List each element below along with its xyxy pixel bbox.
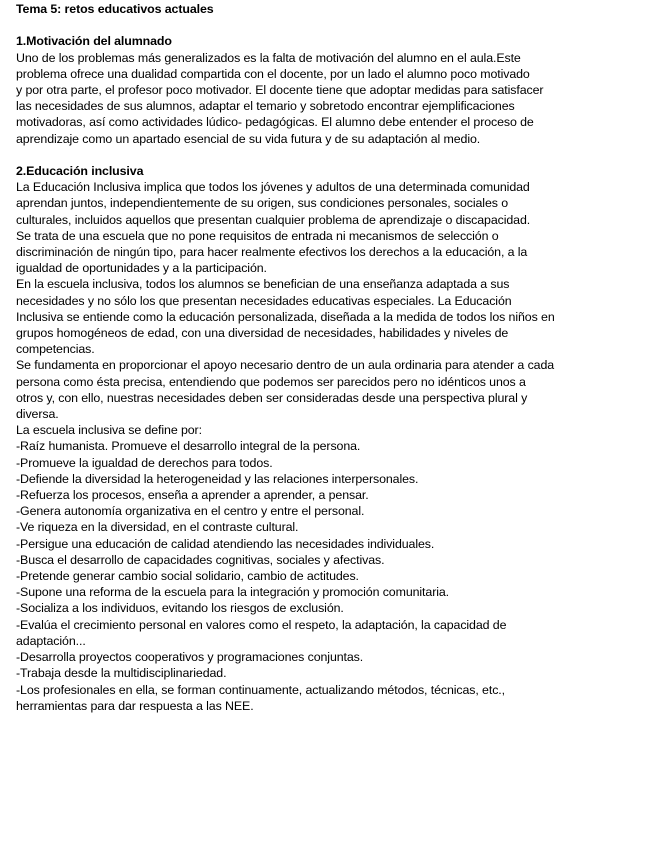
text-line: -Refuerza los procesos, enseña a aprender a aprender, a pensar.: [16, 488, 369, 503]
text-line: -Persigue una educación de calidad atendiendo las necesidades individuales.: [16, 536, 435, 551]
text-line: -Evalúa el crecimiento personal en valores como el respeto, la adaptación, la capacidad de: [16, 617, 507, 632]
text-line: culturales, incluidos aquellos que presentan cualquier problema de aprendizaje o discapacidad.: [16, 212, 531, 227]
text-line: igualdad de oportunidades y a la participación.: [16, 261, 267, 276]
text-line: Uno de los problemas más generalizados es la falta de motivación del alumno en el aula.Este: [16, 50, 521, 65]
text-line: La Educación Inclusiva implica que todos los jóvenes y adultos de una determinada comunidad: [16, 180, 530, 195]
text-line: -Ve riqueza en la diversidad, en el contraste cultural.: [16, 520, 299, 535]
text-line: -Los profesionales en ella, se forman continuamente, actualizando métodos, técnicas, etc.,: [16, 682, 505, 697]
text-line: -Supone una reforma de la escuela para la integración y promoción comunitaria.: [16, 585, 450, 600]
text-line: aprendan juntos, independientemente de su origen, sus condiciones personales, sociales o: [16, 196, 508, 211]
text-line: -Socializa a los individuos, evitando los riesgos de exclusión.: [16, 601, 344, 616]
text-line: otros y, con ello, nuestras necesidades deben ser consideradas desde una perspectiva plural y: [16, 390, 528, 405]
text-line: herramientas para dar respuesta a las NEE.: [16, 698, 254, 713]
section-heading: 2.Educación inclusiva: [16, 164, 144, 178]
text-line: competencias.: [16, 342, 95, 357]
text-line: -Raíz humanista. Promueve el desarrollo integral de la persona.: [16, 439, 361, 454]
text-line: -Promueve la igualdad de derechos para todos.: [16, 455, 273, 470]
text-line: -Defiende la diversidad la heterogeneidad y las relaciones interpersonales.: [16, 471, 419, 486]
section-educacion-inclusiva: [16, 163, 632, 714]
section-body: [16, 50, 632, 147]
text-line: grupos homogéneos de edad, con una diversidad de necesidades, habilidades y niveles de: [16, 326, 509, 341]
text-line: Se trata de una escuela que no pone requisitos de entrada ni mecanismos de selección o: [16, 228, 499, 243]
text-line: discriminación de ningún tipo, para hacer realmente efectivos los derechos a la educación, a la: [16, 245, 528, 260]
text-line: La escuela inclusiva se define por:: [16, 423, 202, 438]
text-line: y por otra parte, el profesor poco motivador. El docente tiene que adoptar medidas para satisfacer: [16, 83, 544, 97]
text-line: -Genera autonomía organizativa en el centro y entre el personal.: [16, 504, 365, 519]
spacer: [16, 147, 632, 163]
text-line: -Desarrolla proyectos cooperativos y programaciones conjuntas.: [16, 650, 364, 665]
text-line: Inclusiva se entiende como la educación personalizada, diseñada a la medida de todos los niños en: [16, 309, 555, 324]
text-line: diversa.: [16, 407, 59, 422]
text-line: -Pretende generar cambio social solidario, cambio de actitudes.: [16, 569, 359, 584]
text-line: necesidades y no sólo los que presentan necesidades educativas especiales. La Educación: [16, 293, 512, 308]
text-line: persona como ésta precisa, entendiendo que podemos ser parecidos pero no idénticos unos a: [16, 374, 526, 389]
text-line: aprendizaje como un apartado esencial de su vida futura y de su adaptación al medio.: [16, 131, 481, 146]
section-heading: 1.Motivación del alumnado: [16, 34, 172, 49]
text-line: las necesidades de sus alumnos, adaptar el temario y sobretodo encontrar ejemplificaciones: [16, 99, 515, 114]
text-line: -Trabaja desde la multidisciplinariedad.: [16, 666, 227, 681]
spacer: [16, 17, 632, 33]
text-line: -Busca el desarrollo de capacidades cognitivas, sociales y afectivas.: [16, 552, 385, 567]
document-title: Tema 5: retos educativos actuales: [16, 2, 214, 16]
text-line: Se fundamenta en proporcionar el apoyo necesario dentro de un aula ordinaria para atender a cada: [16, 358, 555, 373]
section-motivacion: [16, 33, 632, 146]
text-line: problema ofrece una dualidad compartida con el docente, por un lado el alumno poco motivado: [16, 66, 530, 81]
text-line: adaptación...: [16, 633, 86, 648]
section-body: [16, 179, 632, 714]
text-line: En la escuela inclusiva, todos los alumnos se benefician de una enseñanza adaptada a sus: [16, 277, 510, 292]
document-page: [16, 0, 632, 714]
text-line: motivadoras, así como actividades lúdico- pedagógicas. El alumno debe entender el proceso de: [16, 115, 534, 130]
